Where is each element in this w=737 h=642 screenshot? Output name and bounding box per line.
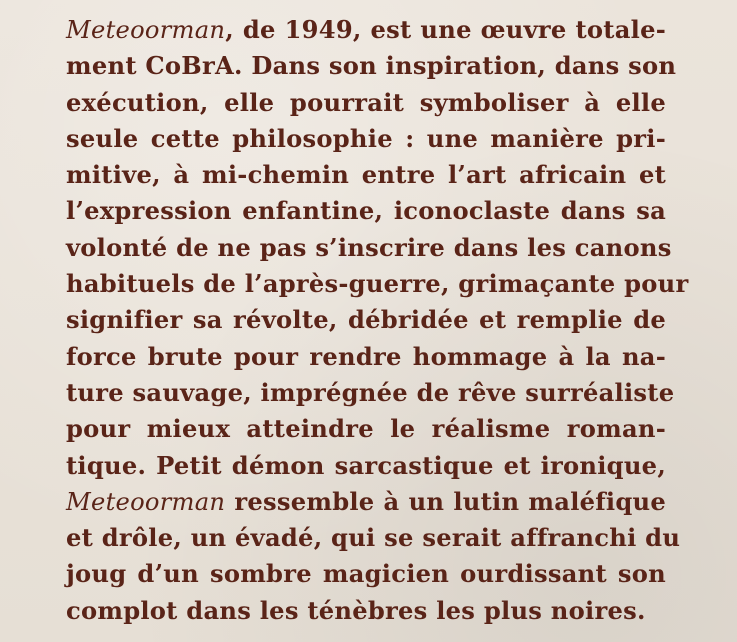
text-line bbox=[66, 157, 666, 193]
text-run: habituels de l’après-guerre, grimaçante pour bbox=[66, 269, 689, 299]
text-run: et drôle, un évadé, qui se serait affranchi du bbox=[66, 523, 681, 553]
text-line bbox=[66, 48, 677, 84]
text-run: seule cette philosophie : une manière pri- bbox=[66, 123, 666, 153]
text-run: mitive, à mi-chemin entre l’art africain et bbox=[66, 160, 666, 190]
artwork-title: Meteoorman bbox=[66, 487, 226, 516]
text-run: volonté de ne pas s’inscrire dans les canons bbox=[66, 232, 672, 262]
text-run: ture sauvage, imprégnée de rêve surréaliste bbox=[66, 377, 675, 407]
text-line bbox=[66, 556, 666, 592]
text-line bbox=[66, 12, 666, 48]
text-run: joug d’un sombre magicien ourdissant son bbox=[66, 559, 666, 589]
text-run: pour mieux atteindre le réalisme roman- bbox=[66, 414, 666, 444]
text-line bbox=[66, 484, 666, 520]
text-line bbox=[66, 339, 666, 375]
text-line bbox=[66, 85, 666, 121]
text-run: l’expression enfantine, iconoclaste dans sa bbox=[66, 196, 666, 226]
text-line bbox=[66, 520, 681, 556]
text-run: exécution, elle pourrait symboliser à elle bbox=[66, 87, 666, 117]
text-line bbox=[66, 375, 675, 411]
text-line bbox=[66, 266, 689, 302]
text-line bbox=[66, 230, 672, 266]
text-run: ment CoBrA. Dans son inspiration, dans son bbox=[66, 51, 677, 81]
text-line bbox=[66, 448, 666, 484]
text-run: tique. Petit démon sarcastique et ironique, bbox=[66, 450, 666, 480]
artwork-title: Meteoorman bbox=[66, 16, 226, 44]
text-run: signifier sa révolte, débridée et remplie de bbox=[66, 305, 666, 335]
label-paragraph bbox=[66, 12, 689, 629]
text-run: force brute pour rendre hommage à la na- bbox=[66, 341, 666, 371]
text-line bbox=[66, 411, 666, 447]
text-line bbox=[66, 121, 666, 157]
text-run: ressemble à un lutin maléfique bbox=[225, 486, 666, 516]
text-line bbox=[66, 593, 666, 629]
text-line bbox=[66, 193, 666, 229]
text-run: , de 1949, est une œuvre totale- bbox=[225, 15, 666, 44]
text-line bbox=[66, 302, 666, 338]
text-run: complot dans les ténèbres les plus noires. bbox=[66, 595, 646, 625]
